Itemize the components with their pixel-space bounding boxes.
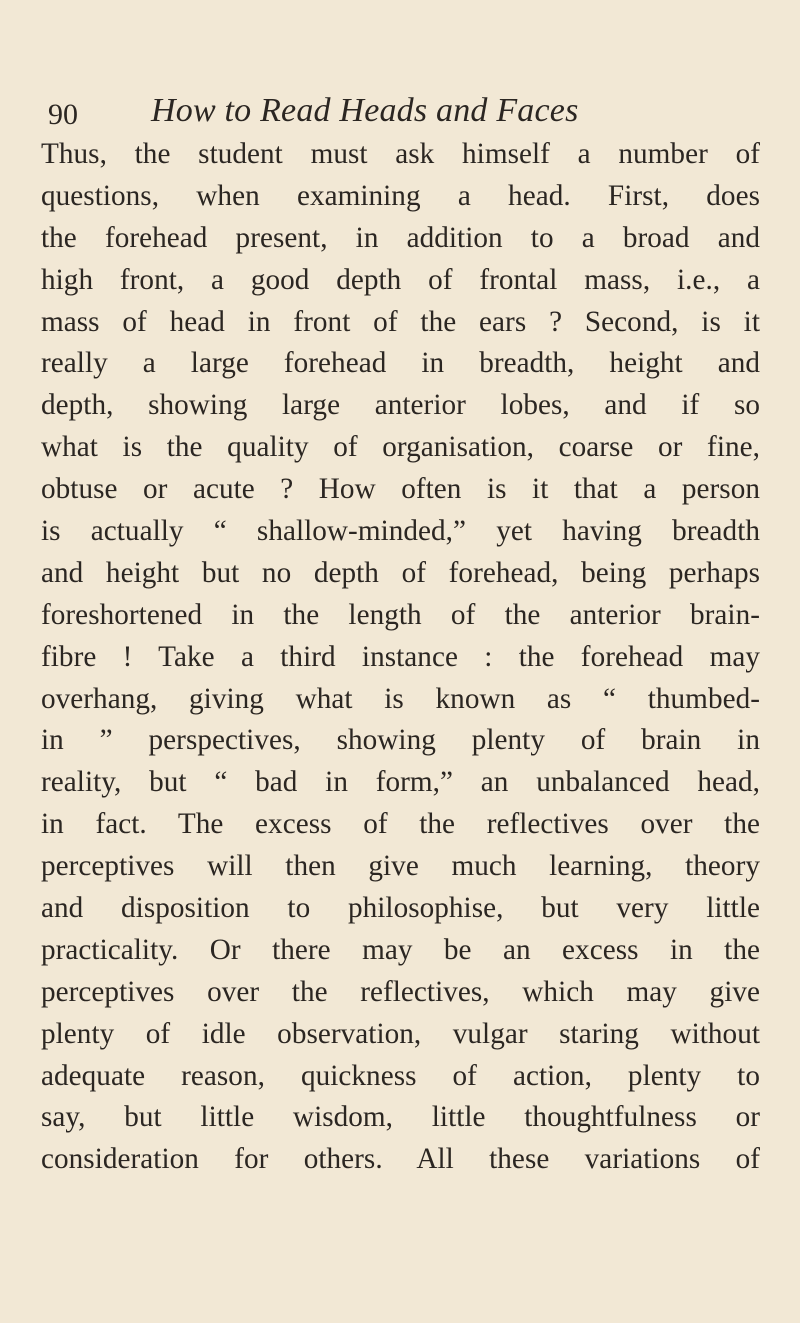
text-line: really a large forehead in breadth, height and [41,347,760,380]
text-line: adequate reason, quickness of action, plenty to [41,1059,760,1092]
running-head [41,92,760,130]
text-line: perceptives will then give much learning, theory [41,850,760,883]
text-line: is actually “ shallow-minded,” yet having breadth [41,515,760,548]
text-line: fibre ! Take a third instance : the forehead may [41,640,760,673]
text-line: and height but no depth of forehead, being perhaps [41,556,760,589]
text-line: Thus, the student must ask himself a number of [41,138,760,170]
text-line: high front, a good depth of frontal mass, i.e., a [41,263,760,296]
text-line: mass of head in front of the ears ? Second, is it [41,305,760,338]
running-title: How to Read Heads and Faces [151,92,579,129]
text-line: say, but little wisdom, little thoughtfulness or [41,1101,760,1134]
page-number: 90 [48,98,78,131]
text-line: in ” perspectives, showing plenty of brain in [41,724,760,757]
body-text [41,134,760,1181]
text-line: the forehead present, in addition to a broad and [41,221,760,254]
text-line: depth, showing large anterior lobes, and if so [41,389,760,422]
text-line: questions, when examining a head. First, does [41,179,760,212]
text-line: practicality. Or there may be an excess in the [41,933,760,966]
text-line: what is the quality of organisation, coarse or fine, [41,431,760,464]
text-line: plenty of idle observation, vulgar staring without [41,1017,760,1050]
text-line: overhang, giving what is known as “ thumbed- [41,682,760,715]
text-line: obtuse or acute ? How often is it that a person [41,473,760,506]
text-line: reality, but “ bad in form,” an unbalanced head, [41,766,760,799]
text-line: and disposition to philosophise, but very little [41,892,760,925]
text-line: perceptives over the reflectives, which may give [41,975,760,1008]
text-line: consideration for others. All these variations of [41,1143,760,1176]
text-line: foreshortened in the length of the anterior brain- [41,598,760,631]
text-line: in fact. The excess of the reflectives over the [41,808,760,841]
